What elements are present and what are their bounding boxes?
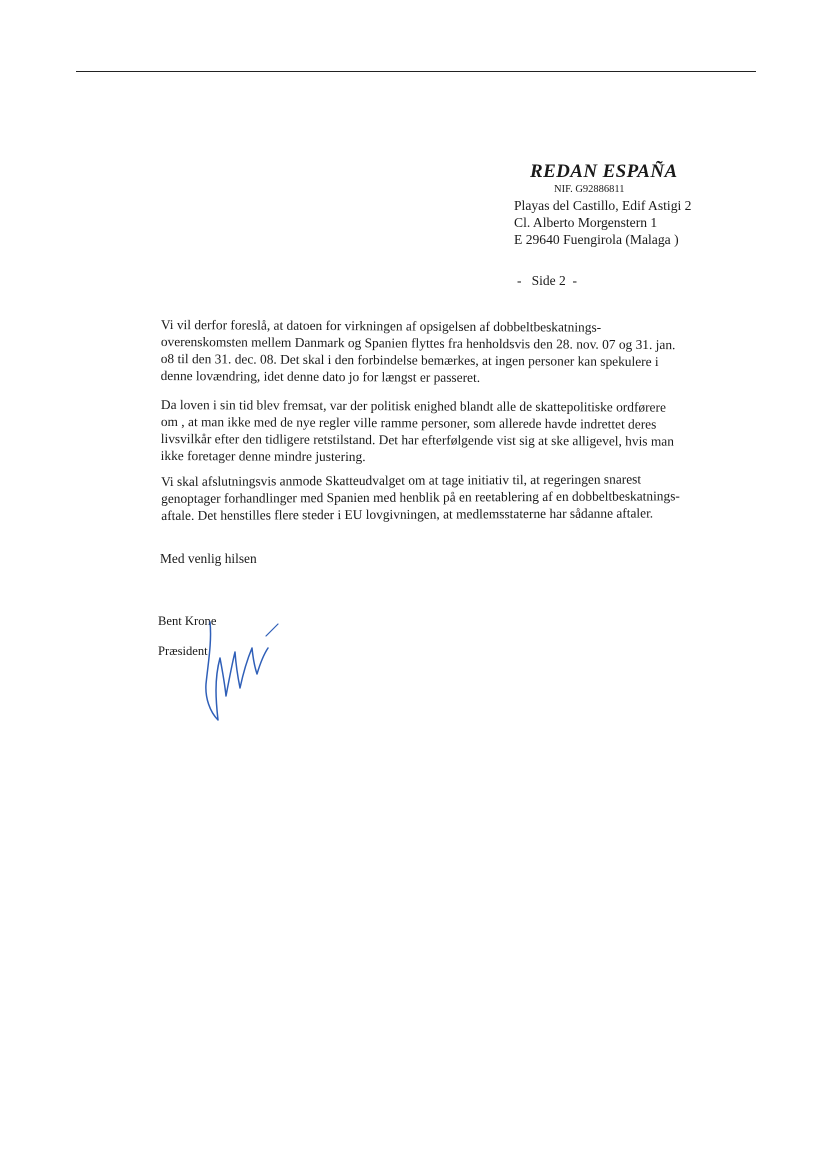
text-line: ikke foretager denne mindre justering.: [160, 447, 366, 465]
signer-title: Præsident: [158, 644, 208, 658]
page-number: - Side 2 -: [517, 273, 577, 288]
text-line: aftale. Det henstilles flere steder i EU lovgivningen, at medlemsstaterne har sådanne aftaler.: [161, 505, 654, 523]
text-line: o8 til den 31. dec. 08. Det skal i den forbindelse bemærkes, at ingen personer kan spekulere i: [160, 350, 659, 370]
body-paragraph-3: [161, 470, 701, 524]
text-line: overenskomsten mellem Danmark og Spanien flyttes fra henholdsvis den 28. nov. 07 og 31. jan.: [160, 333, 676, 353]
address-line-3: E 29640 Fuengirola (Malaga ): [514, 232, 679, 247]
handwritten-signature: [196, 614, 286, 726]
nif-number: NIF. G92886811: [554, 184, 625, 195]
address-line-1: Playas del Castillo, Edif Astigi 2: [514, 198, 692, 213]
letterhead: [514, 160, 754, 248]
company-name: REDAN ESPAÑA: [530, 161, 678, 182]
body-paragraph-2: [161, 396, 701, 467]
header-rule: [76, 71, 756, 72]
text-line: Vi skal afslutningsvis anmode Skatteudvalget om at tage initiativ til, at regeringen snarest: [161, 471, 642, 489]
text-line: livsvilkår efter den tidligere retstilstand. Det har efterfølgende vist sig at ske alligevel, hvis man: [160, 430, 674, 449]
closing-salutation: Med venlig hilsen: [160, 551, 257, 566]
signer-name: Bent Krone: [158, 614, 217, 628]
text-line: denne lovændring, idet denne dato jo for længst er passeret.: [160, 367, 481, 385]
text-line: om , at man ikke med de nye regler ville ramme personer, som allerede havde indrettet deres: [160, 413, 657, 432]
text-line: Da loven i sin tid blev fremsat, var der politisk enighed blandt alle de skattepolitiske ordførere: [160, 397, 666, 415]
address-line-2: Cl. Alberto Morgenstern 1: [514, 215, 658, 230]
text-line: Vi vil derfor foreslå, at datoen for virkningen af opsigelsen af dobbeltbeskatnings-: [160, 316, 602, 335]
body-paragraph-1: [161, 316, 701, 387]
text-line: genoptager forhandlinger med Spanien med henblik på en reetablering af en dobbeltbeskatnings-: [161, 488, 680, 506]
